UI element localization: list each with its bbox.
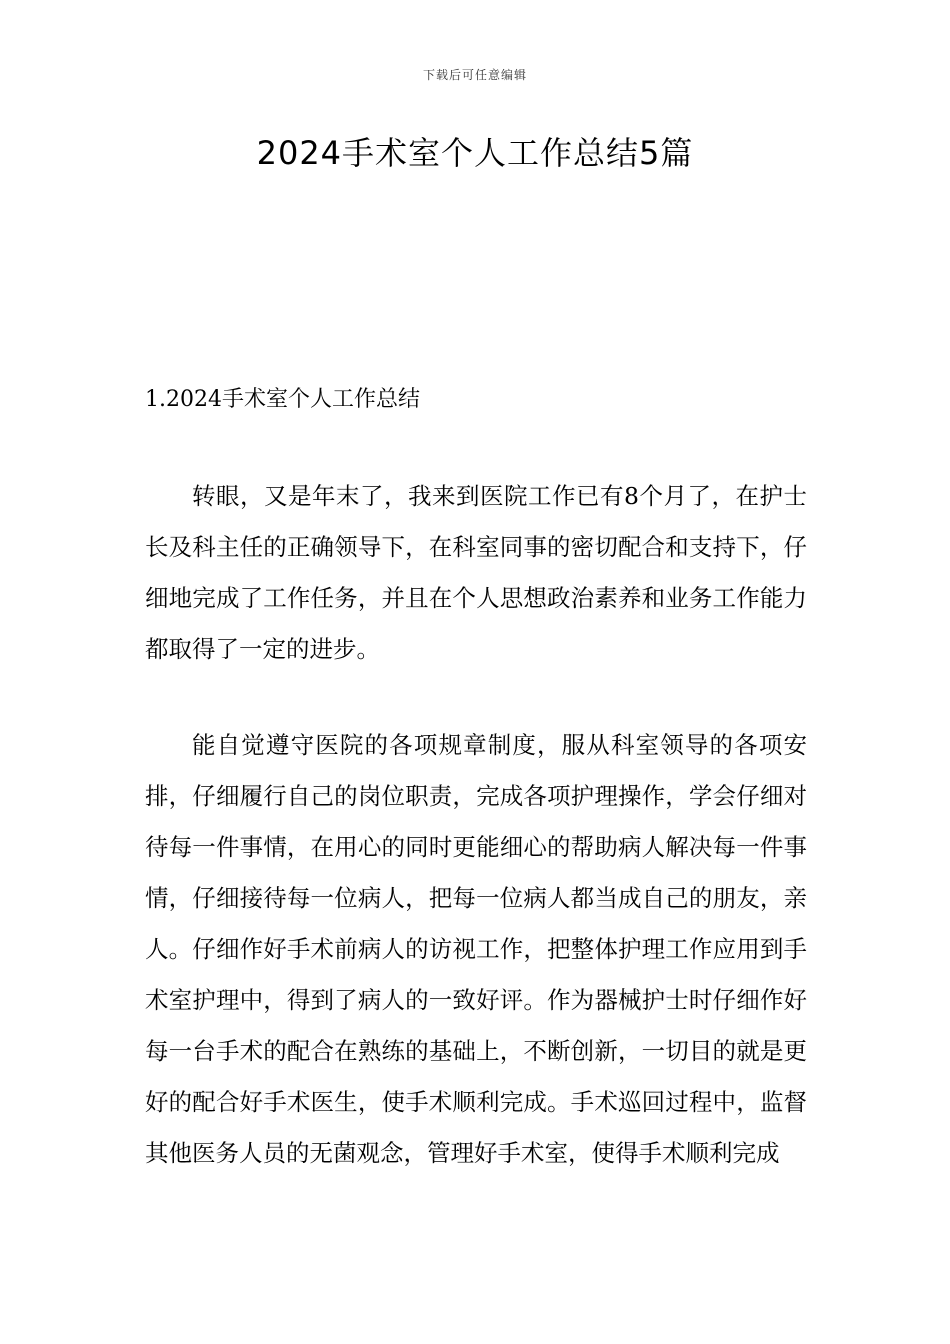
paragraph-2: 能自觉遵守医院的各项规章制度，服从科室领导的各项安排，仔细履行自己的岗位职责，完成各项护理操作，学会仔细对待每一件事情，在用心的同时更能细心的帮助病人解决每一件事情，仔细接待每一位病人，把每一位病人都当成自己的朋友，亲人。仔细作好手术前病人的访视工作，把整体护理工作应用到手术室护理中，得到了病人的一致好评。作为器械护士时仔细作好每一台手术的配合在熟练的基础上，不断创新，一切目的就是更好的配合好手术医生，使手术顺利完成。手术巡回过程中，监督其他医务人员的无菌观念，管理好手术室，使得手术顺利完成 <box>145 731 807 1167</box>
header-note: 下载后可任意编辑 <box>422 68 527 82</box>
paragraph-1: 转眼，又是年末了，我来到医院工作已有8个月了，在护士长及科主任的正确领导下，在科室同事的密切配合和支持下，仔细地完成了工作任务，并且在个人思想政治素养和业务工作能力都取得了一定的进步。 <box>145 482 807 663</box>
document-title: 2024手术室个人工作总结5篇 <box>256 134 694 172</box>
section-heading: 1.2024手术室个人工作总结 <box>145 387 420 412</box>
